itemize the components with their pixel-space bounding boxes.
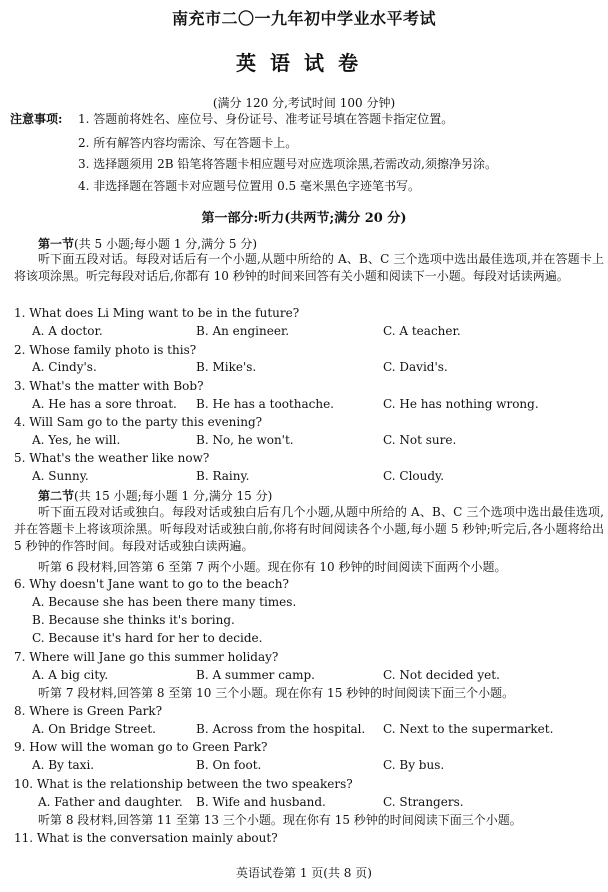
option-b: B. Mike's. — [196, 360, 257, 374]
material-8-instructions: 听第 8 段材料,回答第 11 至第 13 三个小题。现在你有 15 秒钟的时间阅读下面三个小题。 — [38, 813, 522, 827]
option-c: C. Not sure. — [383, 433, 457, 447]
section1-note: (共 5 小题;每小题 1 分,满分 5 分) — [74, 237, 258, 251]
part1-title: 第一部分:听力(共两节;满分 20 分) — [201, 211, 407, 226]
material-7-instructions: 听第 7 段材料,回答第 8 至第 10 三个小题。现在你有 15 秒钟的时间阅读下面三个小题。 — [38, 686, 515, 700]
section2-label: 第二节 — [38, 489, 75, 503]
score-info: (满分 120 分,考试时间 100 分钟) — [212, 96, 396, 110]
option-b: B. Across from the hospital. — [196, 722, 366, 736]
option-a: A. Father and daughter. — [38, 795, 183, 809]
page-footer: 英语试卷第 1 页(共 8 页) — [236, 866, 372, 880]
exam-subject: 英语试卷 — [236, 51, 372, 75]
question-3: 3. What's the matter with Bob? — [14, 379, 204, 393]
notice-item: 3. 选择题须用 2B 铅笔将答题卡相应题号对应选项涂黑,若需改动,须擦净另涂。 — [78, 157, 497, 171]
option-c: C. A teacher. — [383, 324, 461, 338]
question-2: 2. Whose family photo is this? — [14, 343, 197, 357]
option-a: A. He has a sore throat. — [32, 397, 177, 411]
option-b: B. Rainy. — [196, 469, 250, 483]
notice-item: 1. 答题前将姓名、座位号、身份证号、准考证号填在答题卡指定位置。 — [78, 112, 454, 126]
notice-item: 2. 所有解答内容均需涂、写在答题卡上。 — [78, 136, 298, 150]
option-b: B. A summer camp. — [196, 668, 315, 682]
option-a: A. A doctor. — [32, 324, 103, 338]
option-c: C. Cloudy. — [383, 469, 445, 483]
question-5: 5. What's the weather like now? — [14, 451, 210, 465]
section1-label: 第一节 — [38, 237, 75, 251]
question-6: 6. Why doesn't Jane want to go to the beach? — [14, 577, 289, 591]
option-c: C. By bus. — [383, 758, 445, 772]
section2-heading — [38, 487, 272, 504]
option-a: A. Cindy's. — [32, 360, 97, 374]
option-a: A. Because she has been there many times. — [32, 595, 297, 609]
option-b: B. An engineer. — [196, 324, 290, 338]
option-c: C. He has nothing wrong. — [383, 397, 539, 411]
question-1: 1. What does Li Ming want to be in the future? — [14, 306, 300, 320]
material-6-instructions: 听第 6 段材料,回答第 6 至第 7 两个小题。现在你有 10 秒钟的时间阅读下面两个小题。 — [38, 560, 507, 574]
section2-note: (共 15 小题;每小题 1 分,满分 15 分) — [74, 489, 273, 503]
option-b: B. No, he won't. — [196, 433, 294, 447]
question-8: 8. Where is Green Park? — [14, 704, 163, 718]
question-10: 10. What is the relationship between the two speakers? — [14, 777, 353, 791]
question-4: 4. Will Sam go to the party this evening? — [14, 415, 263, 429]
section1-instructions: 听下面五段对话。每段对话后有一个小题,从题中所给的 A、B、C 三个选项中选出最佳选项,并在答题卡上将该项涂黑。听完每段对话后,你都有 10 秒钟的时间来回答有关小题和阅读下一小题。每段对话读两遍。 — [14, 252, 604, 283]
section1-heading — [38, 235, 257, 252]
option-a: A. By taxi. — [32, 758, 95, 772]
question-9: 9. How will the woman go to Green Park? — [14, 740, 268, 754]
question-11: 11. What is the conversation mainly about? — [14, 831, 278, 845]
option-a: A. A big city. — [32, 668, 109, 682]
option-b: B. Because she thinks it's boring. — [32, 613, 235, 627]
option-a: A. Yes, he will. — [32, 433, 121, 447]
option-c: C. Next to the supermarket. — [383, 722, 554, 736]
question-7: 7. Where will Jane go this summer holiday? — [14, 650, 279, 664]
option-b: B. On foot. — [196, 758, 262, 772]
notice-label: 注意事项: — [10, 112, 63, 126]
notice-item: 4. 非选择题在答题卡对应题号位置用 0.5 毫米黑色字迹笔书写。 — [78, 179, 420, 193]
section2-instructions: 听下面五段对话或独白。每段对话或独白后有几个小题,从题中所给的 A、B、C 三个选项中选出最佳选项,并在答题卡上将该项涂黑。听每段对话或独白前,你将有时间阅读各个小题,每小题 5 秒钟;听完后,各小题将给出 5 秒钟的作答时间。每段对话或独白读两遍。 — [14, 505, 604, 553]
option-a: A. Sunny. — [32, 469, 89, 483]
option-c: C. Because it's hard for her to decide. — [32, 631, 263, 645]
option-c: C. Not decided yet. — [383, 668, 500, 682]
option-c: C. Strangers. — [383, 795, 464, 809]
exam-title: 南充市二〇一九年初中学业水平考试 — [171, 9, 436, 28]
option-c: C. David's. — [383, 360, 448, 374]
option-b: B. He has a toothache. — [196, 397, 334, 411]
option-a: A. On Bridge Street. — [32, 722, 156, 736]
option-b: B. Wife and husband. — [196, 795, 326, 809]
